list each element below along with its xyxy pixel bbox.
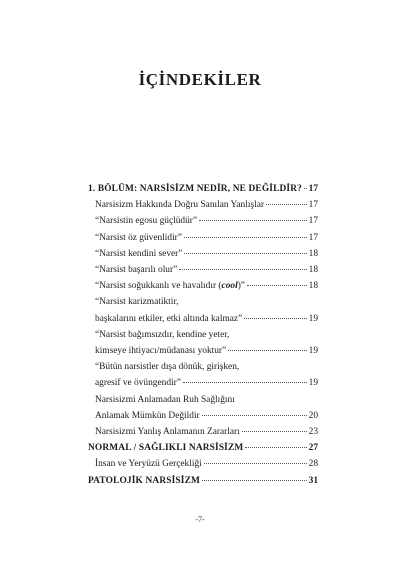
toc-entry-title: İnsan ve Yeryüzü Gerçekliği bbox=[95, 459, 202, 470]
toc-entry-title: 1. BÖLÜM: NARSİSİZM NEDİR, NE DEĞİLDİR? bbox=[88, 184, 302, 194]
toc-page-number: 20 bbox=[308, 410, 318, 421]
toc-page-number: 27 bbox=[308, 443, 318, 454]
toc-page-number: 18 bbox=[308, 265, 318, 276]
toc-entry-title: “Narsist bağımsızdır, kendine yeter, bbox=[95, 329, 230, 340]
toc-entry bbox=[88, 327, 318, 359]
toc-entry-title: NORMAL / SAĞLIKLI NARSİSİZM bbox=[88, 443, 244, 454]
toc-page-number: 18 bbox=[308, 281, 318, 292]
toc-entry-title: Narsisizmi Anlamadan Ruh Sağlığını bbox=[95, 394, 235, 405]
toc-page-number: 19 bbox=[308, 378, 318, 389]
table-of-contents bbox=[88, 181, 318, 489]
toc-entry-title: kimseye ihtiyacı/müdanası yoktur” bbox=[95, 346, 227, 357]
toc-entry bbox=[88, 359, 318, 391]
toc-entry bbox=[88, 278, 318, 294]
toc-entry-title: “Narsist karizmatiktir, bbox=[95, 297, 179, 308]
dot-leader bbox=[247, 285, 307, 286]
toc-entry bbox=[88, 294, 318, 326]
toc-entry-title: PATOLOJİK NARSİSİZM bbox=[88, 475, 200, 486]
toc-page-number: 17 bbox=[308, 184, 318, 194]
dot-leader bbox=[228, 350, 306, 351]
toc-entry-title: “Narsistin egosu güçlüdür” bbox=[95, 216, 198, 227]
toc-entry-title: başkalarını etkiler, etki altında kalmaz” bbox=[95, 313, 243, 324]
toc-entry bbox=[88, 440, 318, 456]
toc-page-number: 31 bbox=[308, 475, 318, 486]
dot-leader bbox=[204, 463, 307, 464]
toc-entry bbox=[88, 197, 318, 213]
dot-leader bbox=[244, 318, 306, 319]
toc-page-number: 19 bbox=[308, 346, 318, 357]
dot-leader bbox=[184, 253, 306, 254]
dot-leader bbox=[184, 237, 307, 238]
dot-leader bbox=[304, 188, 307, 189]
dot-leader bbox=[202, 415, 307, 416]
toc-entry bbox=[88, 262, 318, 278]
toc-entry-title: “Narsist başarılı olur” bbox=[95, 265, 178, 276]
toc-entry-title: agresif ve övüngendir” bbox=[95, 378, 181, 389]
toc-entry bbox=[88, 181, 318, 197]
toc-entry-title: Anlamak Mümkün Değildir bbox=[95, 410, 200, 421]
toc-entry bbox=[88, 230, 318, 246]
toc-page-number: 18 bbox=[308, 248, 318, 259]
toc-entry-title: “Narsist soğukkanlı ve havalıdır (cool)” bbox=[95, 281, 245, 292]
toc-page-number: 17 bbox=[308, 232, 318, 243]
toc-entry bbox=[88, 424, 318, 440]
toc-entry-title: Narsisizmi Yanlış Anlamanın Zararları bbox=[95, 427, 240, 438]
dot-leader bbox=[183, 382, 307, 383]
toc-entry bbox=[88, 392, 318, 424]
toc-page-number: 23 bbox=[308, 427, 318, 438]
toc-entry-title: “Bütün narsistler dışa dönük, girişken, bbox=[95, 362, 240, 373]
toc-entry bbox=[88, 473, 318, 489]
toc-page-number: 19 bbox=[308, 313, 318, 324]
dot-leader bbox=[242, 431, 307, 432]
toc-entry bbox=[88, 213, 318, 229]
dot-leader bbox=[179, 269, 306, 270]
dot-leader bbox=[245, 447, 306, 448]
toc-entry-title: “Narsist kendini sever” bbox=[95, 248, 183, 259]
toc-entry bbox=[88, 246, 318, 262]
dot-leader bbox=[199, 220, 307, 221]
toc-page-number: 28 bbox=[308, 459, 318, 470]
toc-entry-title: Narsisizm Hakkında Doğru Sanılan Yanlışlar bbox=[95, 200, 264, 211]
page-number: -7- bbox=[195, 515, 205, 524]
dot-leader bbox=[202, 480, 307, 481]
dot-leader bbox=[266, 204, 307, 205]
toc-entry bbox=[88, 456, 318, 472]
toc-page-number: 17 bbox=[308, 200, 318, 211]
page-title: İÇİNDEKİLER bbox=[138, 70, 262, 89]
toc-page-number: 17 bbox=[308, 216, 318, 227]
toc-entry-title: “Narsist öz güvenlidir” bbox=[95, 232, 182, 243]
